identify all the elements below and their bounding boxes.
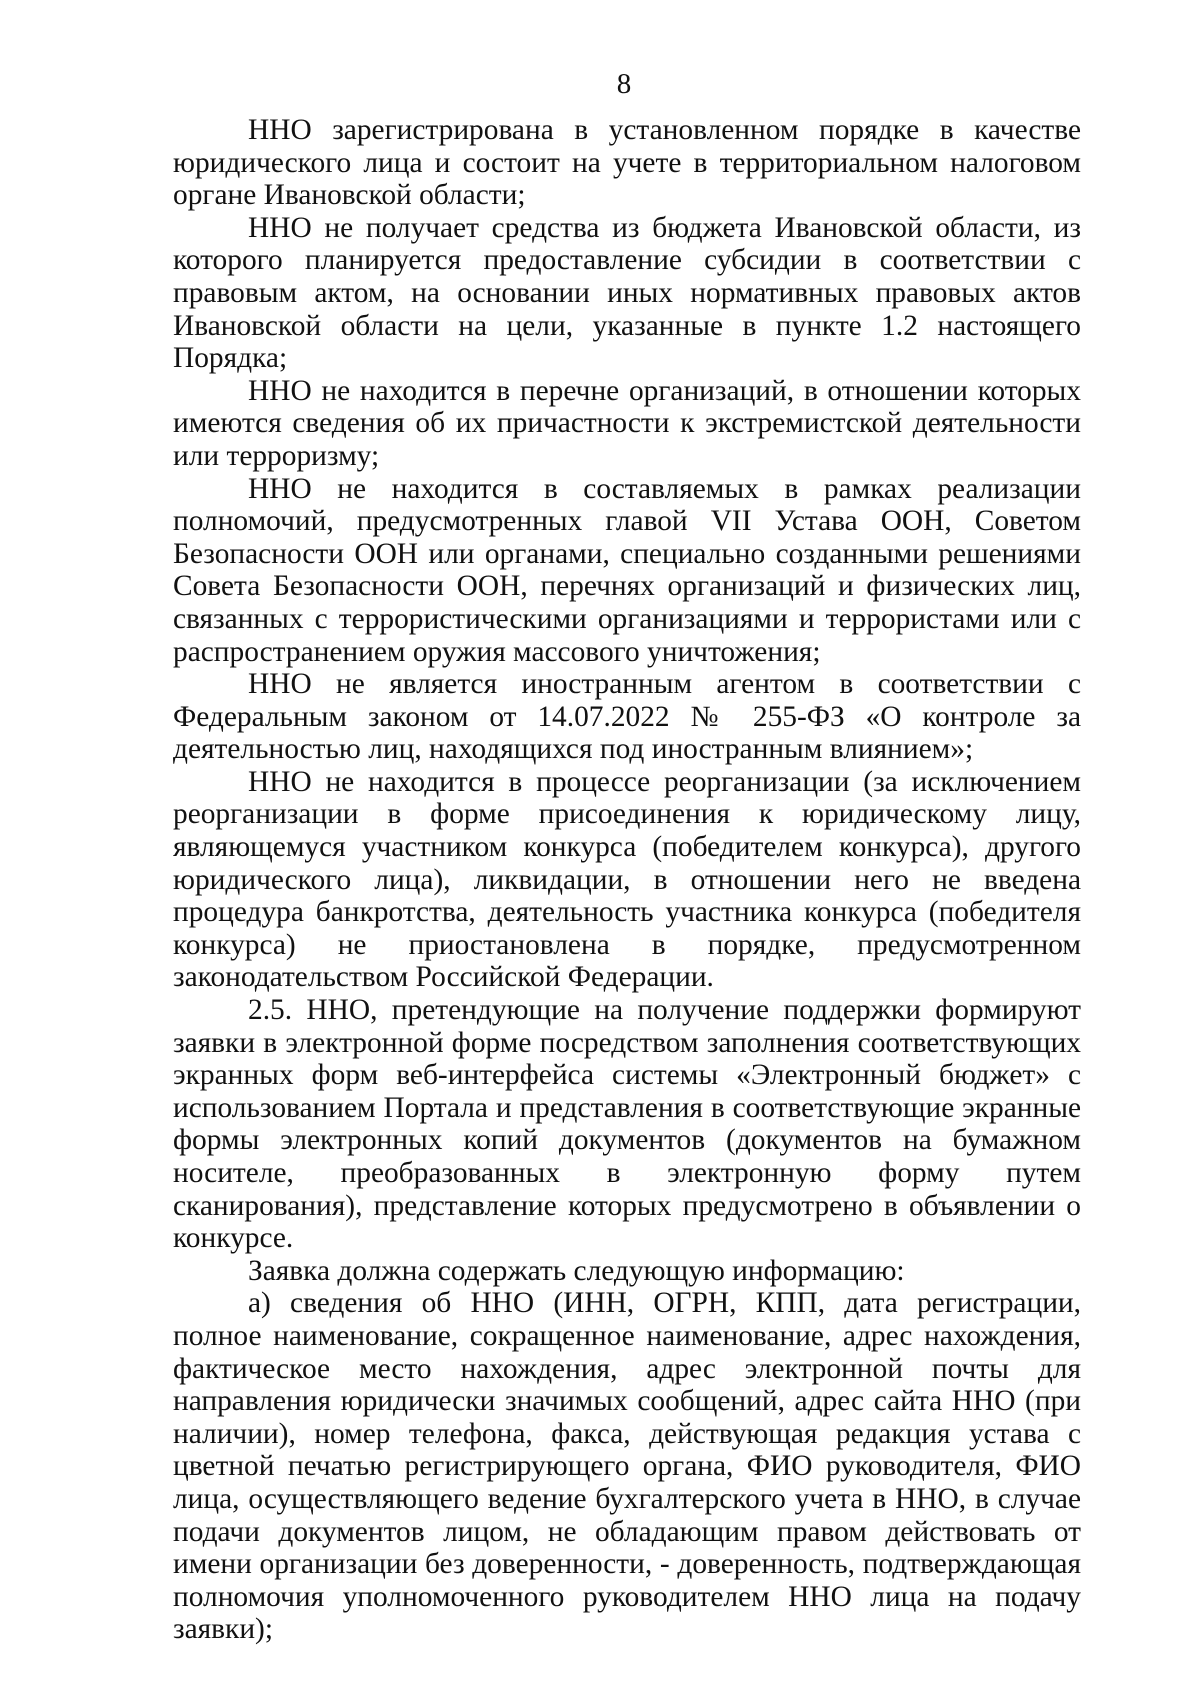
paragraph-foreign-agent: ННО не является иностранным агентом в соответствии с Федеральным законом от 14.07.2022 № 255-ФЗ «О контроле за деятельностью лиц, находящихся под иностранным влиянием»; (173, 668, 1081, 766)
paragraph-budget-funds: ННО не получает средства из бюджета Ивановской области, из которого планируется предоставление субсидии в соответствии с правовым актом, на основании иных нормативных правовых актов Ивановской области на цели, указанные в пункте 1.2 настоящего Порядка; (173, 211, 1081, 375)
paragraph-2-5: 2.5. ННО, претендующие на получение поддержки формируют заявки в электронной форме посредством заполнения соответствующих экранных форм веб-интерфейса системы «Электронный бюджет» с использованием Портала и представления в соответствующие экранные формы электронных копий документов (документов на бумажном носителе, преобразованных в электронную форму путем сканирования), представление которых предусмотрено в объявлении о конкурсе. (173, 994, 1081, 1255)
document-body (173, 114, 1081, 1646)
paragraph-extremism-list: ННО не находится в перечне организаций, в отношении которых имеются сведения об их причастности к экстремистской деятельности или терроризму; (173, 374, 1081, 472)
paragraph-item-a: а) сведения об ННО (ИНН, ОГРН, КПП, дата регистрации, полное наименование, сокращенное наименование, адрес нахождения, фактическое место нахождения, адрес электронной почты для направления юридически значимых сообщений, адрес сайта ННО (при наличии), номер телефона, факса, действующая редакция устава с цветной печатью регистрирующего органа, ФИО руководителя, ФИО лица, осуществляющего ведение бухгалтерского учета в ННО, в случае подачи документов лицом, не обладающим правом действовать от имени организации без доверенности, - доверенность, подтверждающая полномочия уполномоченного руководителем ННО лица на подачу заявки); (173, 1287, 1081, 1646)
paragraph-reorganization: ННО не находится в процессе реорганизации (за исключением реорганизации в форме присоединения к юридическому лицу, являющемуся участником конкурса (победителем конкурса), другого юридического лица), ликвидации, в отношении него не введена процедура банкротства, деятельность участника конкурса (победителя конкурса) не приостановлена в порядке, предусмотренном законодательством Российской Федерации. (173, 765, 1081, 994)
page-number: 8 (616, 68, 632, 100)
paragraph-application-info: Заявка должна содержать следующую информацию: (248, 1254, 905, 1287)
paragraph-registration: ННО зарегистрирована в установленном порядке в качестве юридического лица и состоит на учете в территориальном налоговом органе Ивановской области; (173, 114, 1081, 212)
paragraph-un-lists: ННО не находится в составляемых в рамках реализации полномочий, предусмотренных главой VII Устава ООН, Советом Безопасности ООН или органами, специально созданными решениями Совета Безопасности ООН, перечнях организаций и физических лиц, связанных с террористическими организациями и террористами или с распространением оружия массового уничтожения; (173, 472, 1081, 668)
